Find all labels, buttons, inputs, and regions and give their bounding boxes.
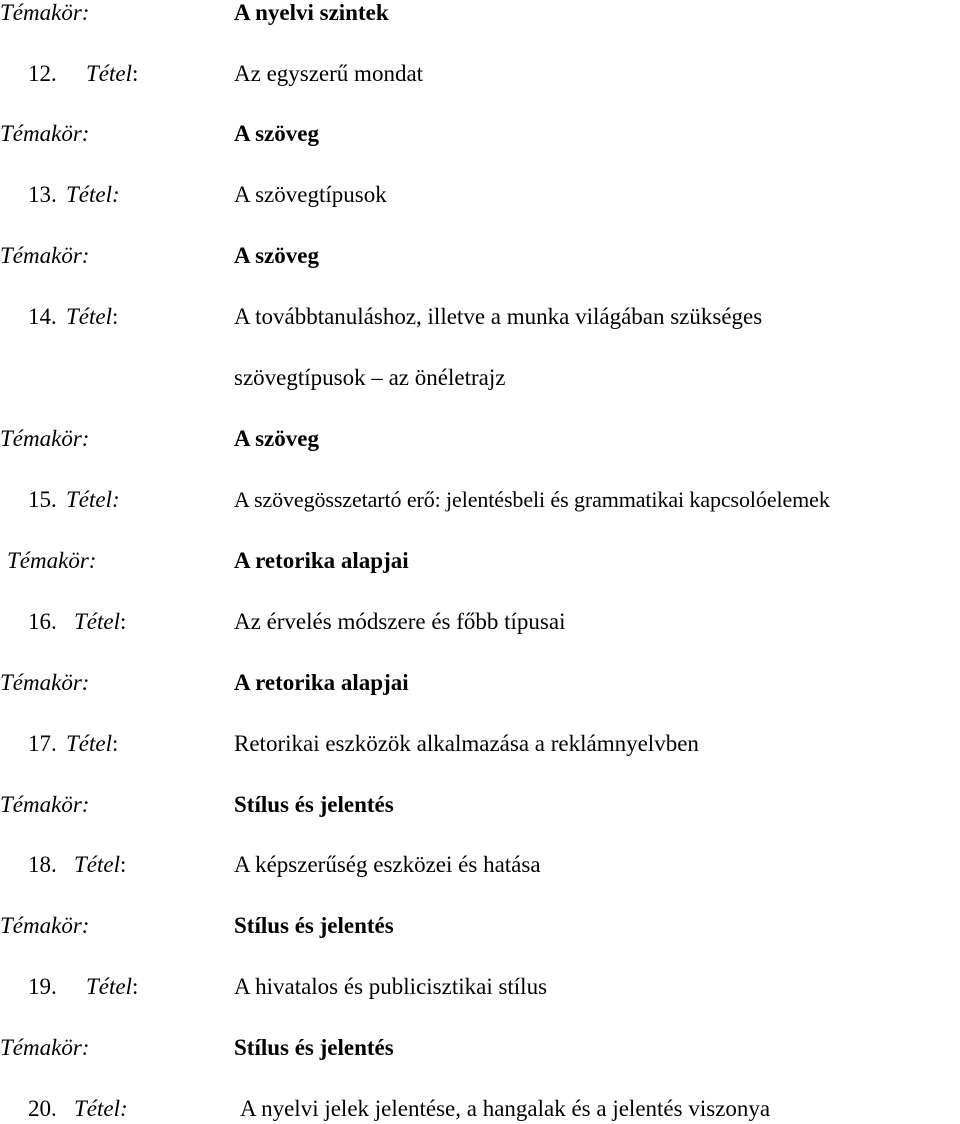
item-row — [0, 180, 960, 210]
item-row — [0, 972, 960, 1002]
topic-label: Témakör: — [0, 426, 90, 451]
topic-row — [0, 668, 960, 698]
topic-label: Témakör: — [0, 913, 90, 938]
item-title-continuation: szövegtípusok – az önéletrajz — [234, 365, 506, 390]
item-continuation-row — [0, 363, 960, 393]
item-title: A szövegösszetartó erő: jelentésbeli és grammatikai kapcsolóelemek — [234, 487, 830, 512]
item-row — [0, 485, 960, 515]
topic-label: Témakör: — [0, 243, 90, 268]
item-row — [0, 1094, 960, 1124]
topic-label: Témakör: — [0, 0, 90, 25]
item-number: 13. — [28, 182, 57, 207]
topic-title: A retorika alapjai — [234, 548, 409, 573]
topic-label: Témakör: — [0, 1035, 90, 1060]
topic-label: Témakör: — [0, 121, 90, 146]
item-label: Tétel — [66, 304, 112, 329]
topic-title: A szöveg — [234, 426, 319, 451]
item-colon: : — [132, 61, 139, 86]
topic-label: Témakör: — [7, 548, 97, 573]
item-number: 18. — [28, 852, 57, 877]
item-number: 16. — [28, 609, 57, 634]
topic-row — [0, 911, 960, 941]
topic-title: A retorika alapjai — [234, 670, 409, 695]
item-row — [0, 302, 960, 332]
item-label: Tétel — [86, 61, 132, 86]
item-row — [0, 850, 960, 880]
item-colon: : — [132, 974, 139, 999]
item-title: A továbbtanuláshoz, illetve a munka világában szükséges — [234, 304, 763, 329]
topic-title: A nyelvi szintek — [234, 0, 389, 25]
item-title: Retorikai eszközök alkalmazása a reklámnyelvben — [234, 731, 699, 756]
topic-title: Stílus és jelentés — [234, 1035, 394, 1060]
item-row — [0, 607, 960, 637]
item-number: 17. — [28, 731, 57, 756]
topic-row — [0, 0, 960, 28]
topic-title: Stílus és jelentés — [234, 792, 394, 817]
item-label: Tétel — [66, 731, 112, 756]
topic-title: A szöveg — [234, 121, 319, 146]
item-label: Tétel — [86, 974, 132, 999]
item-colon: : — [120, 852, 127, 877]
item-label: Tétel: — [74, 1096, 128, 1121]
item-colon: : — [112, 731, 119, 756]
topic-title: A szöveg — [234, 243, 319, 268]
item-title: Az érvelés módszere és főbb típusai — [234, 609, 566, 634]
item-row — [0, 729, 960, 759]
item-label: Tétel — [74, 609, 120, 634]
item-colon: : — [120, 609, 127, 634]
topic-row — [0, 241, 960, 271]
item-title: A nyelvi jelek jelentése, a hangalak és a jelentés viszonya — [240, 1096, 771, 1121]
topic-title: Stílus és jelentés — [234, 913, 394, 938]
item-label: Tétel: — [66, 487, 120, 512]
item-label: Tétel: — [66, 182, 120, 207]
topic-label: Témakör: — [0, 670, 90, 695]
item-title: A szövegtípusok — [234, 182, 387, 207]
topic-row — [0, 424, 960, 454]
item-title: Az egyszerű mondat — [234, 61, 424, 86]
item-number: 15. — [28, 487, 57, 512]
topic-label: Témakör: — [0, 792, 90, 817]
topic-row — [0, 790, 960, 820]
topic-row — [0, 546, 960, 576]
item-number: 19. — [28, 974, 57, 999]
item-number: 20. — [28, 1096, 57, 1121]
item-title: A hivatalos és publicisztikai stílus — [234, 974, 548, 999]
item-number: 14. — [28, 304, 57, 329]
topic-row — [0, 1033, 960, 1063]
item-colon: : — [112, 304, 119, 329]
item-row — [0, 59, 960, 89]
topic-row — [0, 119, 960, 149]
item-label: Tétel — [74, 852, 120, 877]
item-number: 12. — [28, 61, 57, 86]
item-title: A képszerűség eszközei és hatása — [234, 852, 541, 877]
